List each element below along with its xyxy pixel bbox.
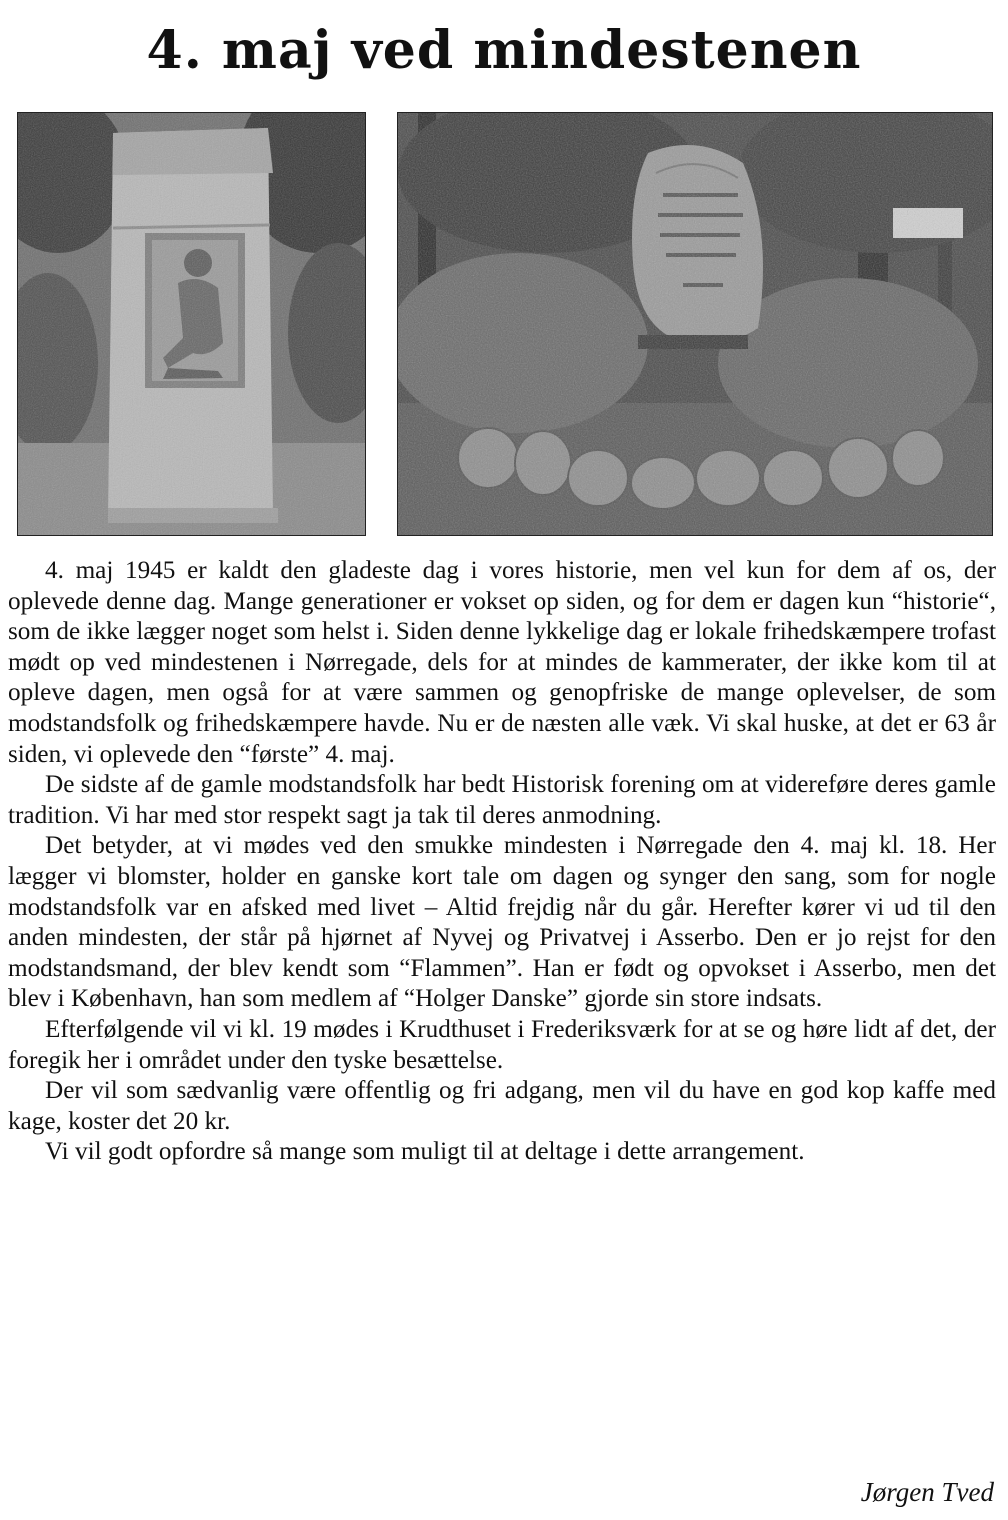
page-title: 4. maj ved mindestenen (146, 20, 862, 81)
memorial-stone-photo (397, 112, 993, 536)
paragraph-6: Vi vil godt opfordre så mange som muligt til at deltage i dette arrangement. (45, 1138, 805, 1166)
paragraph-4: Efterfølgende vil vi kl. 19 mødes i Krudthuset i Frederiksværk for at se og høre lidt af det, der foregik her i området under den tyske besættelse. (8, 1015, 996, 1074)
article-body (8, 556, 996, 1168)
memorial-relief-photo (17, 112, 366, 536)
paragraph-2: De sidste af de gamle modstandsfolk har bedt Historisk forening om at videreføre deres gamle tradition. Vi har med stor respekt sagt ja tak til deres anmodning. (8, 771, 996, 829)
paragraph-5: Der vil som sædvanlig være offentlig og fri adgang, men vil du have en god kop kaffe med kage, koster det 20 kr. (8, 1077, 996, 1135)
paragraph-3: Det betyder, at vi mødes ved den smukke mindesten i Nørregade den 4. maj kl. 18. Her lægger vi blomster, holder en ganske kort tale om dagen og synger den sang, som for nogle modstandsfolk var en afsked med livet – Altid frejdig når du går. Herefter kører vi ud til den anden mindesten, der står på hjørnet af Nyvej og Privatvej i Asserbo. Den er jo rejst for den modstandsmand, der blev kendt som “Flammen”. Han er født og opvokset i Asserbo, men det blev i København, han som medlem af “Holger Danske” gjorde sin store indsats. (8, 832, 996, 1013)
author-signature: Jørgen Tved (860, 1477, 994, 1507)
paragraph-1: 4. maj 1945 er kaldt den gladeste dag i vores historie, men vel kun for dem af os, der oplevede denne dag. Mange generationer er vokset op siden, og for dem er dagen kun “historie“, som de ikke lægger noget som helst i. Siden denne lykkelige dag er lokale frihedskæmpere trofast mødt op ved mindestenen i Nørregade, dels for at mindes de kammerater, der ikke kom til at opleve dagen, men også for at være sammen og genopfriske de mange oplevelser, de som modstandsfolk og frihedskæmpere havde. Nu er de næsten alle væk. Vi skal huske, at det er 63 år siden, vi oplevede den “første” 4. maj. (8, 557, 996, 768)
memorial-relief-image (18, 113, 365, 535)
memorial-stone-image (398, 113, 992, 535)
